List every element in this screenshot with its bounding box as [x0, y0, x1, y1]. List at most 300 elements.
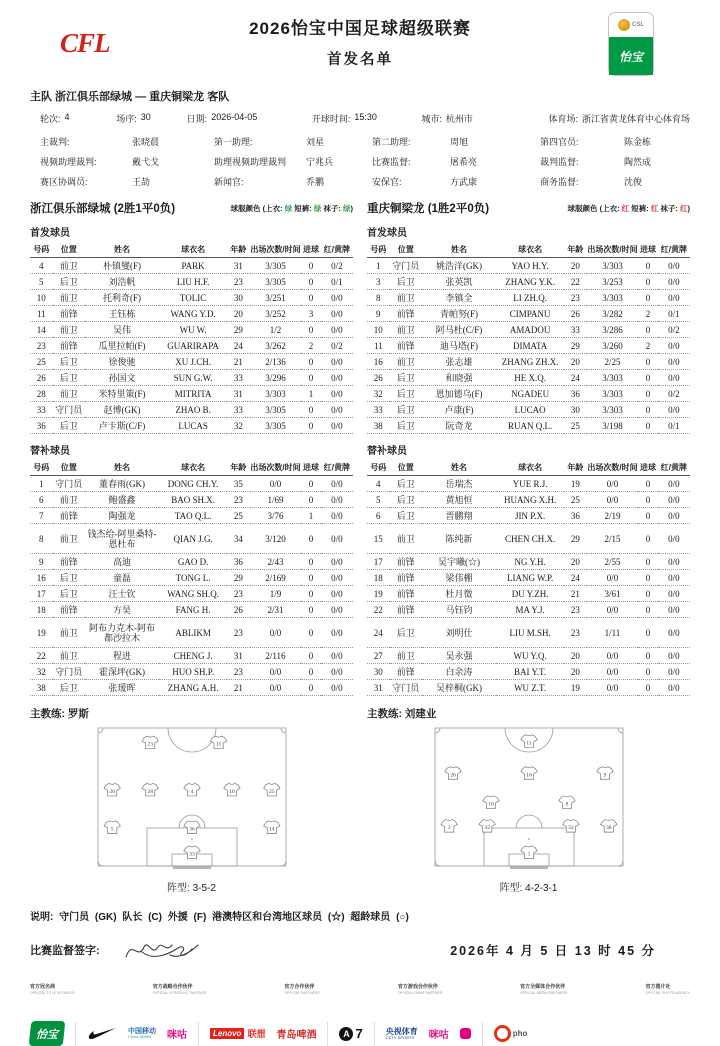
- player-cell: 1/11: [587, 618, 639, 648]
- column-header: 号码: [367, 460, 390, 476]
- player-cell: 张瑷晖: [85, 680, 159, 696]
- svg-text:10: 10: [487, 801, 494, 808]
- player-cell: 0/2: [321, 338, 353, 354]
- player-row: [30, 418, 353, 434]
- player-cell: LI ZH.Q.: [496, 290, 564, 306]
- kit-color-text: 绿: [284, 203, 293, 213]
- player-jersey: [263, 821, 279, 834]
- player-cell: 0: [638, 618, 657, 648]
- player-cell: LUCAO: [496, 402, 564, 418]
- logo-separator: [198, 1022, 199, 1046]
- player-cell: 童磊: [85, 570, 159, 586]
- round-value: 4: [64, 112, 70, 122]
- player-cell: WU Y.Q.: [496, 648, 564, 664]
- player-cell: 0: [301, 648, 320, 664]
- partner-cn: 官方战略合作伙伴: [152, 984, 193, 990]
- player-jersey: [558, 796, 574, 809]
- partner-en: OFFICIAL TITLE SPONSOR: [30, 991, 75, 995]
- player-cell: 前锋: [390, 586, 422, 602]
- player-cell: 前卫: [390, 524, 422, 554]
- player-cell: 0/0: [658, 570, 690, 586]
- official-label: 助理视频助理裁判: [214, 157, 287, 167]
- china-mobile-cn: 中国移动: [128, 1028, 156, 1035]
- player-cell: 2/43: [250, 554, 302, 570]
- player-cell: 守门员: [390, 258, 422, 274]
- player-cell: 31: [367, 680, 390, 696]
- player-cell: 2: [301, 338, 320, 354]
- player-cell: 0/0: [658, 524, 690, 554]
- column-header: 位置: [53, 242, 85, 258]
- player-cell: 23: [564, 602, 587, 618]
- player-cell: 前卫: [390, 648, 422, 664]
- column-header: 位置: [390, 242, 422, 258]
- player-cell: 36: [30, 418, 53, 434]
- player-jersey: [520, 846, 536, 859]
- player-jersey: [444, 767, 460, 780]
- away-team-name: [367, 200, 489, 216]
- player-cell: 0: [301, 602, 320, 618]
- table-header-row: [367, 242, 690, 258]
- player-cell: 0: [301, 354, 320, 370]
- official-name: 周旭: [450, 137, 469, 147]
- official-name: 宁兆兵: [306, 157, 334, 167]
- player-cell: 1/9: [250, 586, 302, 602]
- column-header: 进球: [301, 242, 320, 258]
- player-cell: 赵博(GK): [85, 402, 159, 418]
- player-cell: 0: [638, 648, 657, 664]
- player-cell: 0/0: [321, 618, 353, 648]
- column-header: 号码: [367, 242, 390, 258]
- player-cell: 2/169: [250, 570, 302, 586]
- player-cell: PARK: [159, 258, 227, 274]
- official-label: 第一助理:: [214, 137, 253, 147]
- player-row: [30, 602, 353, 618]
- player-cell: 前卫: [390, 322, 422, 338]
- player-cell: 张英凯: [422, 274, 496, 290]
- official-label: 安保官:: [372, 177, 402, 187]
- player-cell: 32: [227, 418, 250, 434]
- kit-color-text: 袜子:: [321, 203, 343, 213]
- player-cell: 岳瑞杰: [422, 476, 496, 492]
- player-cell: 32: [30, 664, 53, 680]
- player-row: [30, 370, 353, 386]
- player-cell: 30: [367, 664, 390, 680]
- player-cell: 前锋: [390, 602, 422, 618]
- official-name: 陶然成: [624, 157, 652, 167]
- away-kit-colors: [567, 203, 690, 214]
- kit-color-text: ): [687, 203, 690, 213]
- player-cell: 0/0: [658, 586, 690, 602]
- column-header: 出场次数/时间: [587, 460, 639, 476]
- player-cell: 9: [30, 554, 53, 570]
- player-cell: 0: [301, 290, 320, 306]
- player-cell: 3/286: [587, 322, 639, 338]
- official-label: 新闻官:: [214, 177, 244, 187]
- player-cell: 24: [564, 570, 587, 586]
- player-cell: 前卫: [53, 386, 85, 402]
- city-info: [421, 112, 548, 125]
- player-cell: DIMATA: [496, 338, 564, 354]
- matchno-label: 场序:: [116, 114, 137, 124]
- home-team-column: [30, 200, 353, 696]
- player-cell: 0/0: [250, 618, 302, 648]
- kit-color-text: 短裤:: [292, 203, 314, 213]
- signature-row: [30, 935, 690, 965]
- player-cell: 0: [301, 618, 320, 648]
- player-cell: 1: [301, 508, 320, 524]
- player-cell: 前锋: [53, 602, 85, 618]
- player-jersey: [479, 819, 495, 832]
- officials-grid: [30, 135, 690, 188]
- player-cell: 0: [638, 354, 657, 370]
- player-cell: 前锋: [53, 306, 85, 322]
- player-cell: 前卫: [390, 290, 422, 306]
- partner-label: [645, 983, 690, 995]
- player-cell: 0/0: [321, 648, 353, 664]
- round-info: [40, 112, 116, 125]
- player-cell: WU W.: [159, 322, 227, 338]
- player-cell: DONG CH.Y.: [159, 476, 227, 492]
- player-cell: GAO D.: [159, 554, 227, 570]
- column-header: 年龄: [564, 242, 587, 258]
- official-label: 商务监督:: [540, 177, 579, 187]
- player-cell: 张志雄: [422, 354, 496, 370]
- player-cell: 0: [301, 664, 320, 680]
- player-cell: 0: [301, 322, 320, 338]
- home-formation-label: [30, 879, 353, 894]
- player-cell: 程进: [85, 648, 159, 664]
- player-cell: BAO SH.X.: [159, 492, 227, 508]
- away-pitch-diagram: [434, 727, 624, 870]
- column-header: 姓名: [422, 242, 496, 258]
- logo-separator: [482, 1022, 483, 1046]
- player-cell: 3/252: [250, 306, 302, 322]
- player-cell: 0/0: [321, 492, 353, 508]
- home-formation-value: 3-5-2: [192, 883, 216, 894]
- player-cell: 3/198: [587, 418, 639, 434]
- game-logo-mark: A: [339, 1027, 353, 1041]
- page-title: 2026怡宝中国足球超级联赛: [249, 19, 471, 38]
- player-cell: YUE R.J.: [496, 476, 564, 492]
- player-cell: 3/260: [587, 338, 639, 354]
- player-cell: 白余涛: [422, 664, 496, 680]
- partner-label: [520, 983, 567, 995]
- player-cell: 吴宇曦(☆): [422, 554, 496, 570]
- kit-color-text: 红: [650, 203, 659, 213]
- table-header-row: [367, 460, 690, 476]
- player-cell: 0: [638, 418, 657, 434]
- official-label: 第二助理:: [372, 137, 411, 147]
- player-cell: 0: [301, 258, 320, 274]
- player-cell: 刘浩帆: [85, 274, 159, 290]
- home-team-header: [30, 200, 353, 216]
- official-name: 陈金栋: [624, 137, 652, 147]
- player-cell: 0/0: [658, 664, 690, 680]
- signature-label: 比赛监督签字:: [30, 945, 100, 957]
- formations-row: [30, 727, 690, 894]
- player-cell: XU J.CH.: [159, 354, 227, 370]
- player-cell: 0/1: [658, 418, 690, 434]
- player-cell: 0/0: [321, 586, 353, 602]
- column-header: 位置: [390, 460, 422, 476]
- official-name: 屠希亮: [450, 157, 478, 167]
- player-cell: 0: [301, 570, 320, 586]
- player-cell: 4: [367, 476, 390, 492]
- player-cell: BAI Y.T.: [496, 664, 564, 680]
- stadium-value: 浙江省黄龙体育中心体育场: [581, 114, 690, 124]
- photo-text: pho: [512, 1029, 528, 1038]
- svg-text:11: 11: [525, 740, 532, 747]
- player-cell: 前卫: [53, 258, 85, 274]
- player-cell: 10: [30, 290, 53, 306]
- player-cell: 22: [564, 274, 587, 290]
- svg-text:38: 38: [605, 825, 612, 832]
- player-cell: 36: [564, 508, 587, 524]
- kickoff-label: 开球时间:: [311, 114, 351, 124]
- matchno-info: [116, 112, 186, 125]
- lenovo-logo: [210, 1027, 265, 1040]
- player-cell: 33: [30, 402, 53, 418]
- partner-cn: 官方合作伙伴: [284, 984, 315, 990]
- player-row: [30, 618, 353, 648]
- partner-en: OFFICIAL STRATEGIC PARTNER: [152, 991, 207, 995]
- player-cell: 前卫: [53, 290, 85, 306]
- player-row: [30, 664, 353, 680]
- player-cell: 0/0: [321, 680, 353, 696]
- player-cell: 0: [638, 386, 657, 402]
- player-cell: 0/0: [321, 418, 353, 434]
- player-cell: 3/303: [587, 402, 639, 418]
- svg-text:8: 8: [565, 801, 568, 808]
- player-cell: 0: [301, 274, 320, 290]
- official-name: 沈俊: [624, 177, 643, 187]
- player-cell: LUCAS: [159, 418, 227, 434]
- date-info: [187, 112, 312, 125]
- player-cell: 0/2: [321, 258, 353, 274]
- page-subtitle: 首发名单: [327, 52, 393, 68]
- cctv-sports-logo: [386, 1028, 418, 1040]
- player-cell: 11: [367, 338, 390, 354]
- player-cell: FANG H.: [159, 602, 227, 618]
- player-cell: 0/0: [321, 476, 353, 492]
- player-cell: 0/0: [658, 554, 690, 570]
- player-cell: 1: [301, 386, 320, 402]
- stadium-label: 体育场:: [548, 114, 578, 124]
- player-jersey: [223, 783, 239, 796]
- player-cell: 0: [638, 664, 657, 680]
- svg-text:32: 32: [483, 825, 490, 832]
- away-coach: [367, 706, 690, 721]
- player-cell: 2/25: [587, 354, 639, 370]
- player-cell: LIANG W.P.: [496, 570, 564, 586]
- player-row: [367, 524, 690, 554]
- player-cell: 18: [30, 602, 53, 618]
- column-header: 出场次数/时间: [587, 242, 639, 258]
- official-name: 方武康: [450, 177, 478, 187]
- player-cell: 24: [227, 338, 250, 354]
- media-partner-logo: [460, 1028, 471, 1039]
- column-header: 进球: [301, 460, 320, 476]
- round-label: 轮次:: [40, 114, 61, 124]
- player-cell: 0/0: [321, 602, 353, 618]
- player-cell: 29: [564, 338, 587, 354]
- player-cell: 20: [227, 306, 250, 322]
- column-header: 出场次数/时间: [250, 242, 302, 258]
- column-header: 进球: [638, 460, 657, 476]
- svg-text:33: 33: [188, 851, 195, 858]
- player-cell: 5: [367, 492, 390, 508]
- yibao-text: 怡宝: [618, 49, 643, 64]
- player-cell: CIMPANU: [496, 306, 564, 322]
- player-cell: 王钰栋: [85, 306, 159, 322]
- player-jersey: [562, 819, 578, 832]
- player-cell: CHEN CH.X.: [496, 524, 564, 554]
- player-cell: 0/0: [658, 258, 690, 274]
- official-name: 刘星: [306, 137, 325, 147]
- player-cell: 后卫: [390, 476, 422, 492]
- player-cell: 25: [564, 492, 587, 508]
- player-row: [367, 258, 690, 274]
- player-cell: 马钰钧: [422, 602, 496, 618]
- player-cell: 0/0: [658, 338, 690, 354]
- yibao-logo: 怡宝: [29, 1021, 66, 1046]
- player-cell: 26: [367, 370, 390, 386]
- away-record: (1胜2平0负): [427, 203, 490, 215]
- player-row: [30, 648, 353, 664]
- player-cell: 19: [30, 618, 53, 648]
- player-cell: 0/0: [321, 354, 353, 370]
- csl-yibao-logo: [608, 12, 654, 76]
- player-cell: 黄旭恒: [422, 492, 496, 508]
- teams-section: [30, 200, 690, 696]
- player-cell: 0/0: [587, 476, 639, 492]
- migu-logo: 咪咕: [167, 1030, 187, 1041]
- away-formation: [367, 727, 690, 894]
- player-cell: 阿马杜(C/F): [422, 322, 496, 338]
- column-header: 号码: [30, 242, 53, 258]
- player-cell: 米特里策(F): [85, 386, 159, 402]
- away-coach-label: 主教练:: [367, 708, 402, 720]
- player-cell: 38: [367, 418, 390, 434]
- player-row: [30, 338, 353, 354]
- player-cell: WU Z.T.: [496, 680, 564, 696]
- player-cell: 23: [564, 618, 587, 648]
- csl-crest: [609, 13, 653, 37]
- player-cell: 守门员: [53, 402, 85, 418]
- player-cell: 2: [638, 338, 657, 354]
- player-row: [367, 570, 690, 586]
- player-cell: 29: [564, 524, 587, 554]
- svg-text:28: 28: [146, 788, 153, 795]
- svg-text:26: 26: [449, 772, 456, 779]
- matchno-value: 30: [140, 112, 151, 122]
- player-cell: 后卫: [390, 418, 422, 434]
- player-cell: 25: [227, 508, 250, 524]
- player-cell: 25: [30, 354, 53, 370]
- kit-color-text: 袜子:: [658, 203, 680, 213]
- player-cell: MITRITA: [159, 386, 227, 402]
- player-cell: 20: [564, 258, 587, 274]
- player-cell: CHENG J.: [159, 648, 227, 664]
- home-starters-label: 首发球员: [30, 228, 70, 239]
- player-cell: 3/251: [250, 290, 302, 306]
- player-cell: 后卫: [53, 586, 85, 602]
- player-cell: 前卫: [53, 648, 85, 664]
- official-label: 裁判监督:: [540, 157, 579, 167]
- player-row: [367, 402, 690, 418]
- player-jersey: [183, 783, 199, 796]
- player-cell: 恩加德乌(F): [422, 386, 496, 402]
- player-row: [367, 354, 690, 370]
- player-cell: HUO SH.P.: [159, 664, 227, 680]
- sponsor-logos-row: [30, 1021, 690, 1046]
- player-cell: 卢卡斯(C/F): [85, 418, 159, 434]
- player-cell: SUN G.W.: [159, 370, 227, 386]
- player-cell: 梁伟棚: [422, 570, 496, 586]
- player-cell: 0/0: [321, 402, 353, 418]
- photo-agency-logo: [494, 1025, 528, 1042]
- player-row: [367, 418, 690, 434]
- player-cell: 24: [564, 370, 587, 386]
- player-cell: 徐俊驰: [85, 354, 159, 370]
- player-cell: 2/116: [250, 648, 302, 664]
- stadium-info: [548, 112, 690, 125]
- player-cell: 前卫: [53, 492, 85, 508]
- home-name-text: 浙江俱乐部绿城: [30, 203, 111, 215]
- player-cell: 卢康(F): [422, 402, 496, 418]
- player-cell: 0/0: [321, 322, 353, 338]
- cfl-logo: CFL: [60, 28, 110, 58]
- player-cell: 前锋: [390, 338, 422, 354]
- svg-text:23: 23: [146, 741, 153, 748]
- player-cell: 3/76: [250, 508, 302, 524]
- away-coach-name: 刘建业: [404, 708, 437, 720]
- column-header: 进球: [638, 242, 657, 258]
- player-jersey: [183, 821, 199, 834]
- player-cell: 0/0: [587, 680, 639, 696]
- sheet-header: [0, 0, 720, 86]
- player-cell: 后卫: [390, 508, 422, 524]
- player-cell: 16: [30, 570, 53, 586]
- player-cell: 3/296: [250, 370, 302, 386]
- player-cell: 0: [301, 554, 320, 570]
- player-row: [30, 680, 353, 696]
- player-row: [30, 290, 353, 306]
- player-cell: 23: [30, 338, 53, 354]
- player-cell: 前锋: [390, 306, 422, 322]
- away-subs-label: 替补球员: [367, 446, 407, 457]
- player-cell: 吴伟: [85, 322, 159, 338]
- match-datetime: 2026年 4 月 5 日 13 时 45 分: [450, 944, 656, 958]
- player-cell: 8: [367, 290, 390, 306]
- player-cell: 0: [301, 418, 320, 434]
- game-partner-logo: [339, 1026, 362, 1041]
- player-cell: 阿布力克木-阿布都沙拉木: [85, 618, 159, 648]
- player-cell: TOLIC: [159, 290, 227, 306]
- player-row: [367, 586, 690, 602]
- csl-crest-icon: [618, 19, 630, 31]
- csl-text: CSL: [632, 22, 644, 28]
- player-cell: ZHANG ZH.X.: [496, 354, 564, 370]
- player-cell: 后卫: [53, 418, 85, 434]
- player-cell: 11: [30, 306, 53, 322]
- player-cell: 0/0: [321, 306, 353, 322]
- player-cell: 0: [301, 492, 320, 508]
- player-row: [30, 386, 353, 402]
- player-row: [367, 274, 690, 290]
- player-cell: TAO Q.L.: [159, 508, 227, 524]
- partner-label: [30, 983, 75, 995]
